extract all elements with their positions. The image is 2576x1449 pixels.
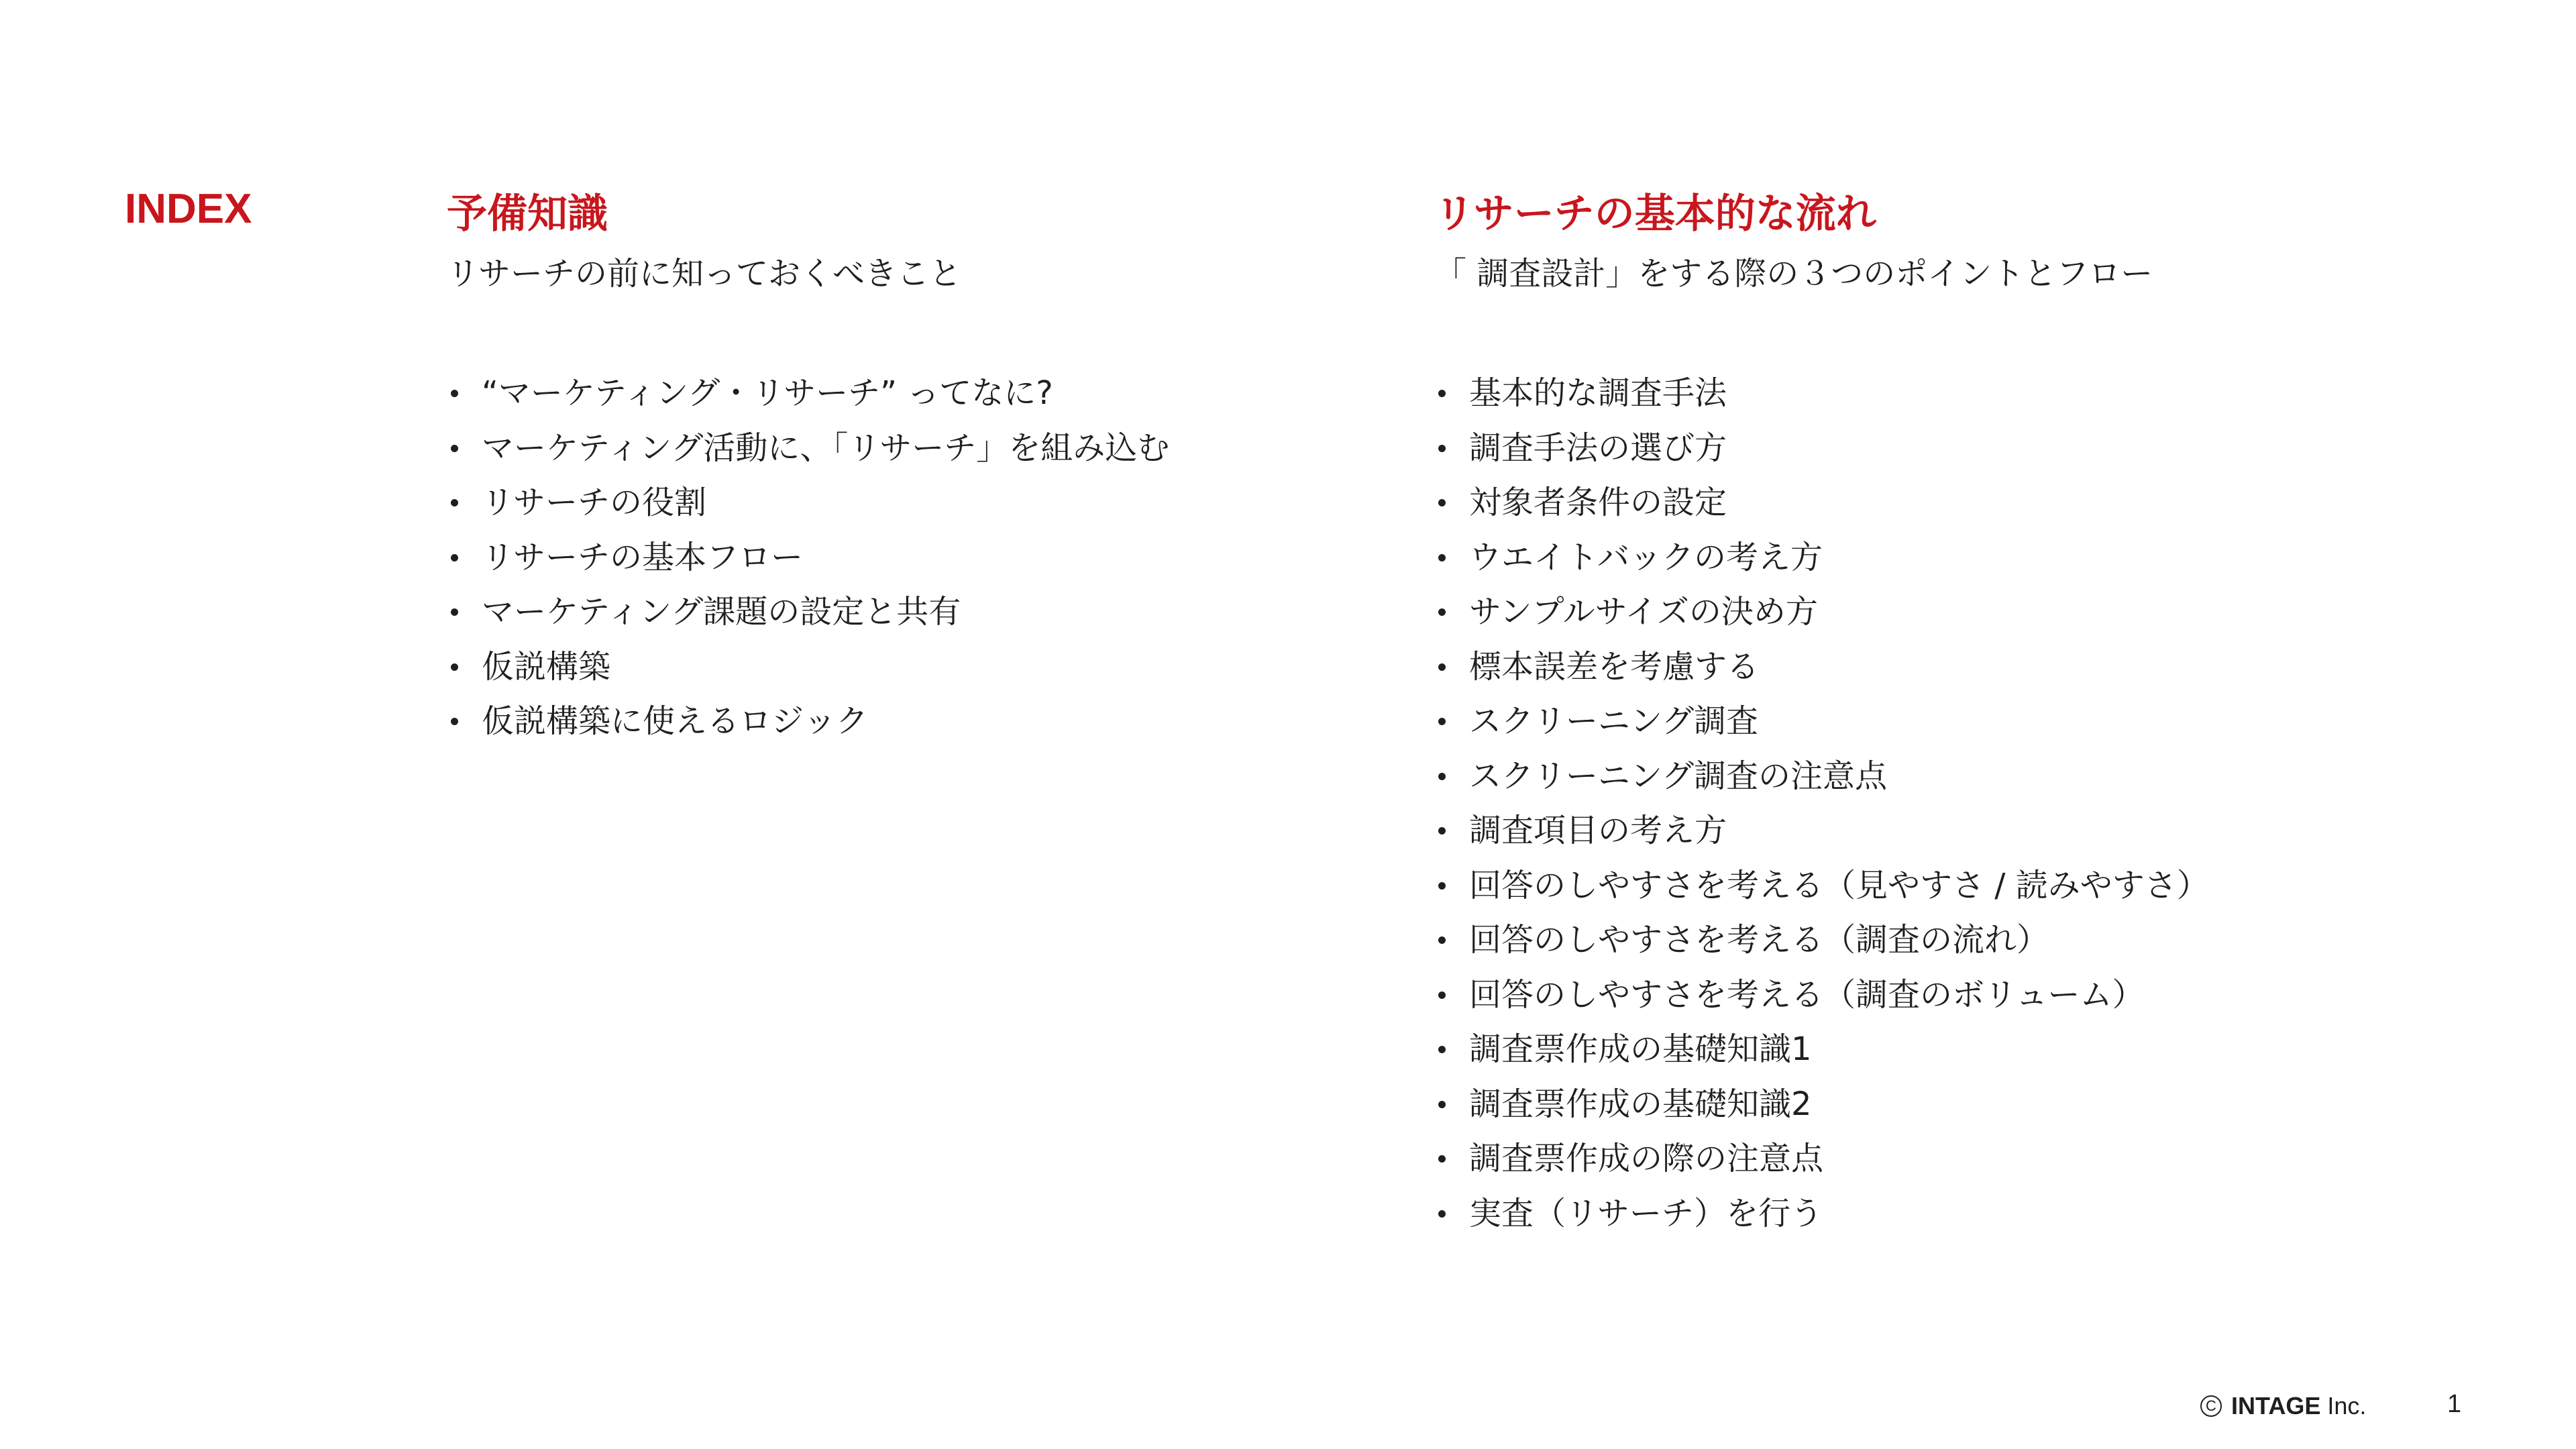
company-suffix: Inc. [2327, 1392, 2367, 1419]
list-item-label: マーケティング課題の設定と共有 [482, 593, 961, 631]
list-item-label: 仮説構築 [482, 647, 611, 686]
list-item [1434, 1022, 2440, 1077]
section-title: リサーチの基本的な流れ [1434, 191, 1876, 237]
bullet-dot-icon [1438, 991, 1446, 999]
list-item [447, 640, 1386, 695]
bullet-dot-icon [1438, 445, 1446, 452]
bullet-dot-icon [1438, 554, 1446, 561]
bullet-list [447, 366, 1386, 749]
list-item-label: 調査票作成の基礎知識1 [1469, 1030, 1812, 1068]
bullet-dot-icon [1438, 499, 1446, 506]
list-item [1434, 366, 2440, 421]
bullet-dot-icon [1438, 827, 1446, 835]
list-item [1434, 1132, 2440, 1187]
list-item-label: 標本誤差を考慮する [1469, 647, 1760, 686]
index-label: INDEX [125, 186, 252, 232]
page-number: 1 [2447, 1390, 2462, 1418]
list-item-label: 回答のしやすさを考える（調査のボリューム） [1469, 975, 2145, 1014]
list-item [1434, 585, 2440, 640]
bullet-dot-icon [1438, 608, 1446, 616]
list-item [447, 421, 1386, 476]
section-title: 予備知識 [447, 191, 608, 237]
list-item-label: 仮説構築に使えるロジック [482, 702, 869, 740]
list-item-label: マーケティング活動に、「リサーチ」を組み込む [482, 429, 1170, 467]
list-item [1434, 1077, 2440, 1132]
list-item-label: スクリーニング調査の注意点 [1469, 757, 1888, 795]
list-item-label: 調査票作成の際の注意点 [1469, 1140, 1824, 1177]
section-subtitle: リサーチの前に知っておくべきこと [447, 255, 962, 292]
bullet-dot-icon [451, 663, 458, 671]
list-item [1434, 421, 2440, 476]
section-subtitle: 「 調査設計」をする際の３つのポイントとフロー [1434, 255, 2153, 292]
list-item-label: 実査（リサーチ）を行う [1469, 1194, 1823, 1232]
list-item-label: ウエイトバックの考え方 [1469, 538, 1823, 576]
bullet-dot-icon [1438, 1210, 1446, 1218]
bullet-dot-icon [451, 608, 458, 616]
bullet-dot-icon [1438, 718, 1446, 725]
bullet-dot-icon [1438, 1101, 1446, 1108]
list-item-label: 調査項目の考え方 [1469, 812, 1727, 849]
bullet-dot-icon [451, 390, 458, 397]
list-item-label: 基本的な調査手法 [1469, 374, 1727, 412]
list-item [1434, 749, 2440, 804]
list-item-label: 調査手法の選び方 [1469, 429, 1727, 467]
list-item-label: リサーチの役割 [482, 484, 707, 521]
list-item [1434, 531, 2440, 586]
bullet-dot-icon [1438, 390, 1446, 397]
list-item [447, 585, 1386, 640]
bullet-dot-icon [1438, 663, 1446, 671]
footer-copyright [2200, 1392, 2366, 1420]
list-item-label: 回答のしやすさを考える（調査の流れ） [1469, 921, 2049, 959]
list-item [1434, 640, 2440, 695]
company-name: INTAGE [2231, 1392, 2321, 1419]
copyright-icon: C [2200, 1395, 2222, 1417]
list-item [447, 366, 1386, 421]
list-item [447, 476, 1386, 531]
bullet-dot-icon [1438, 882, 1446, 890]
list-item [1434, 859, 2440, 914]
list-item [1434, 694, 2440, 749]
section-research-basic-flow [1434, 189, 2440, 1241]
list-item [1434, 968, 2440, 1023]
bullet-dot-icon [1438, 1046, 1446, 1053]
list-item-label: 対象者条件の設定 [1469, 484, 1727, 521]
bullet-dot-icon [451, 554, 458, 561]
bullet-dot-icon [1438, 936, 1446, 944]
bullet-list [1434, 366, 2440, 1241]
list-item [447, 531, 1386, 586]
bullet-dot-icon [451, 445, 458, 452]
list-item-label: “マーケティング・リサーチ” ってなに? [482, 374, 1053, 412]
bullet-dot-icon [1438, 1155, 1446, 1163]
list-item [1434, 913, 2440, 968]
bullet-dot-icon [451, 499, 458, 506]
list-item [447, 694, 1386, 749]
list-item-label: 調査票作成の基礎知識2 [1469, 1085, 1812, 1123]
list-item-label: 回答のしやすさを考える（見やすさ / 読みやすさ） [1469, 866, 2209, 904]
list-item [1434, 1187, 2440, 1242]
section-prerequisite-knowledge [447, 189, 1386, 749]
list-item-label: リサーチの基本フロー [482, 538, 804, 576]
list-item-label: スクリーニング調査 [1469, 702, 1759, 740]
list-item [1434, 476, 2440, 531]
bullet-dot-icon [451, 718, 458, 725]
list-item-label: サンプルサイズの決め方 [1469, 593, 1818, 631]
bullet-dot-icon [1438, 773, 1446, 780]
list-item [1434, 804, 2440, 859]
